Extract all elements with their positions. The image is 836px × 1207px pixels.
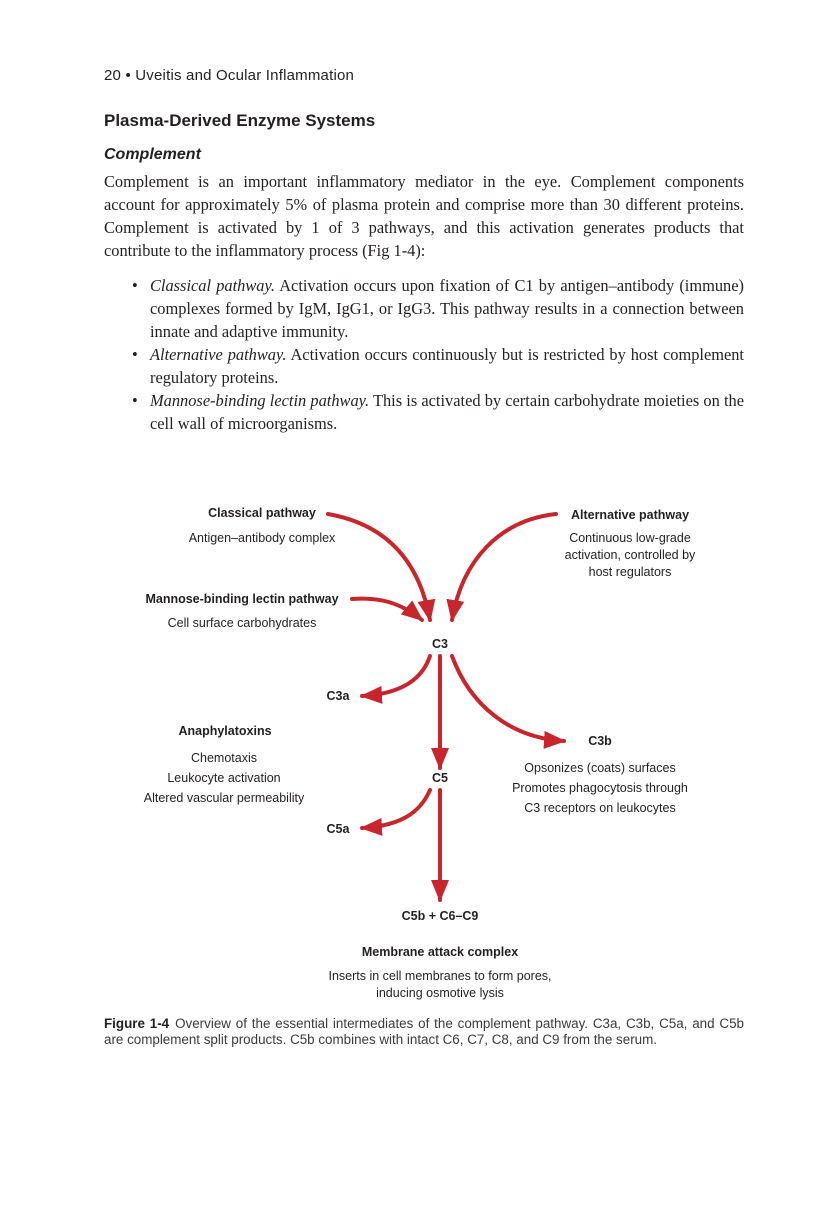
alternative-desc-line: Continuous low-grade	[569, 531, 691, 545]
bullet-text: Activation occurs upon fixation of C1 by antigen–antibody (immune) complexes formed by IgM, IgG1, or IgG3. This pathway results in a connection between innate and adaptive immunity.	[150, 276, 744, 341]
intro-paragraph: Complement is an important inflammatory mediator in the eye. Complement components account for approximately 5% of plasma protein and comprise more than 30 different proteins. Complement is activated by 1 of 3 pathways, and this activation generates products that contribute to the inflammatory process (Fig 1-4):	[104, 172, 744, 260]
anaphylatoxins-desc-line: Chemotaxis	[191, 751, 257, 765]
c3b-desc-line: Opsonizes (coats) surfaces	[524, 761, 676, 775]
mbl-pathway-title: Mannose-binding lectin pathway	[145, 592, 339, 606]
bullet-term: Mannose-binding lectin pathway.	[150, 391, 370, 410]
c5-label: C5	[432, 771, 448, 785]
c3a-label: C3a	[326, 689, 350, 703]
alternative-desc-line: activation, controlled by	[564, 548, 696, 562]
c5b-label: C5b + C6–C9	[401, 909, 479, 923]
running-head: 20 • Uveitis and Ocular Inflammation	[104, 67, 355, 84]
section-title: Plasma-Derived Enzyme Systems	[104, 111, 376, 130]
mac-desc-line: Inserts in cell membranes to form pores,	[328, 969, 552, 983]
anaphylatoxins-desc-line: Altered vascular permeability	[143, 791, 305, 805]
mbl-to-c3-arrow	[352, 599, 422, 620]
c3b-label: C3b	[588, 734, 612, 748]
bullet-text: Activation occurs continuously but is restricted by host complement regulatory proteins.	[150, 345, 744, 387]
mac-desc	[290, 968, 590, 1002]
c3-label: C3	[432, 637, 448, 651]
alternative-desc-line: host regulators	[588, 565, 672, 579]
c5a-label: C5a	[326, 822, 350, 836]
bullet-term: Classical pathway.	[150, 276, 275, 295]
anaphylatoxins-desc-line: Leukocyte activation	[167, 771, 281, 785]
c3-to-c3a-arrow	[362, 656, 430, 696]
subsection-title: Complement	[104, 146, 201, 163]
figure-caption-text: Overview of the essential intermediates of the complement pathway. C3a, C3b, C5a, and C5b are complement split products. C5b combines with intact C6, C7, C8, and C9 from the serum.	[104, 1016, 744, 1047]
bullet-term: Alternative pathway.	[150, 345, 287, 364]
c3b-desc-line: Promotes phagocytosis through	[512, 781, 688, 795]
classical-pathway-desc: Antigen–antibody complex	[188, 531, 336, 545]
c3b-desc-line: C3 receptors on leukocytes	[524, 801, 676, 815]
bullet-text: This is activated by certain carbohydrate moieties on the cell wall of microorganisms.	[150, 391, 745, 433]
c3-to-c3b-arrow	[452, 656, 564, 741]
classical-pathway-title: Classical pathway	[208, 506, 316, 520]
c5-to-c5a-arrow	[362, 790, 430, 828]
mbl-pathway-desc: Cell surface carbohydrates	[167, 616, 317, 630]
alternative-pathway-desc	[540, 530, 720, 581]
mac-desc-line: inducing osmotive lysis	[376, 986, 504, 1000]
anaphylatoxins-title: Anaphylatoxins	[178, 724, 272, 738]
mac-title: Membrane attack complex	[361, 945, 519, 959]
c3b-desc	[490, 758, 710, 818]
alternative-pathway-title: Alternative pathway	[570, 508, 690, 522]
figure-label: Figure 1-4	[104, 1016, 170, 1031]
figure-caption	[104, 1016, 744, 1048]
anaphylatoxins-desc	[124, 748, 324, 808]
